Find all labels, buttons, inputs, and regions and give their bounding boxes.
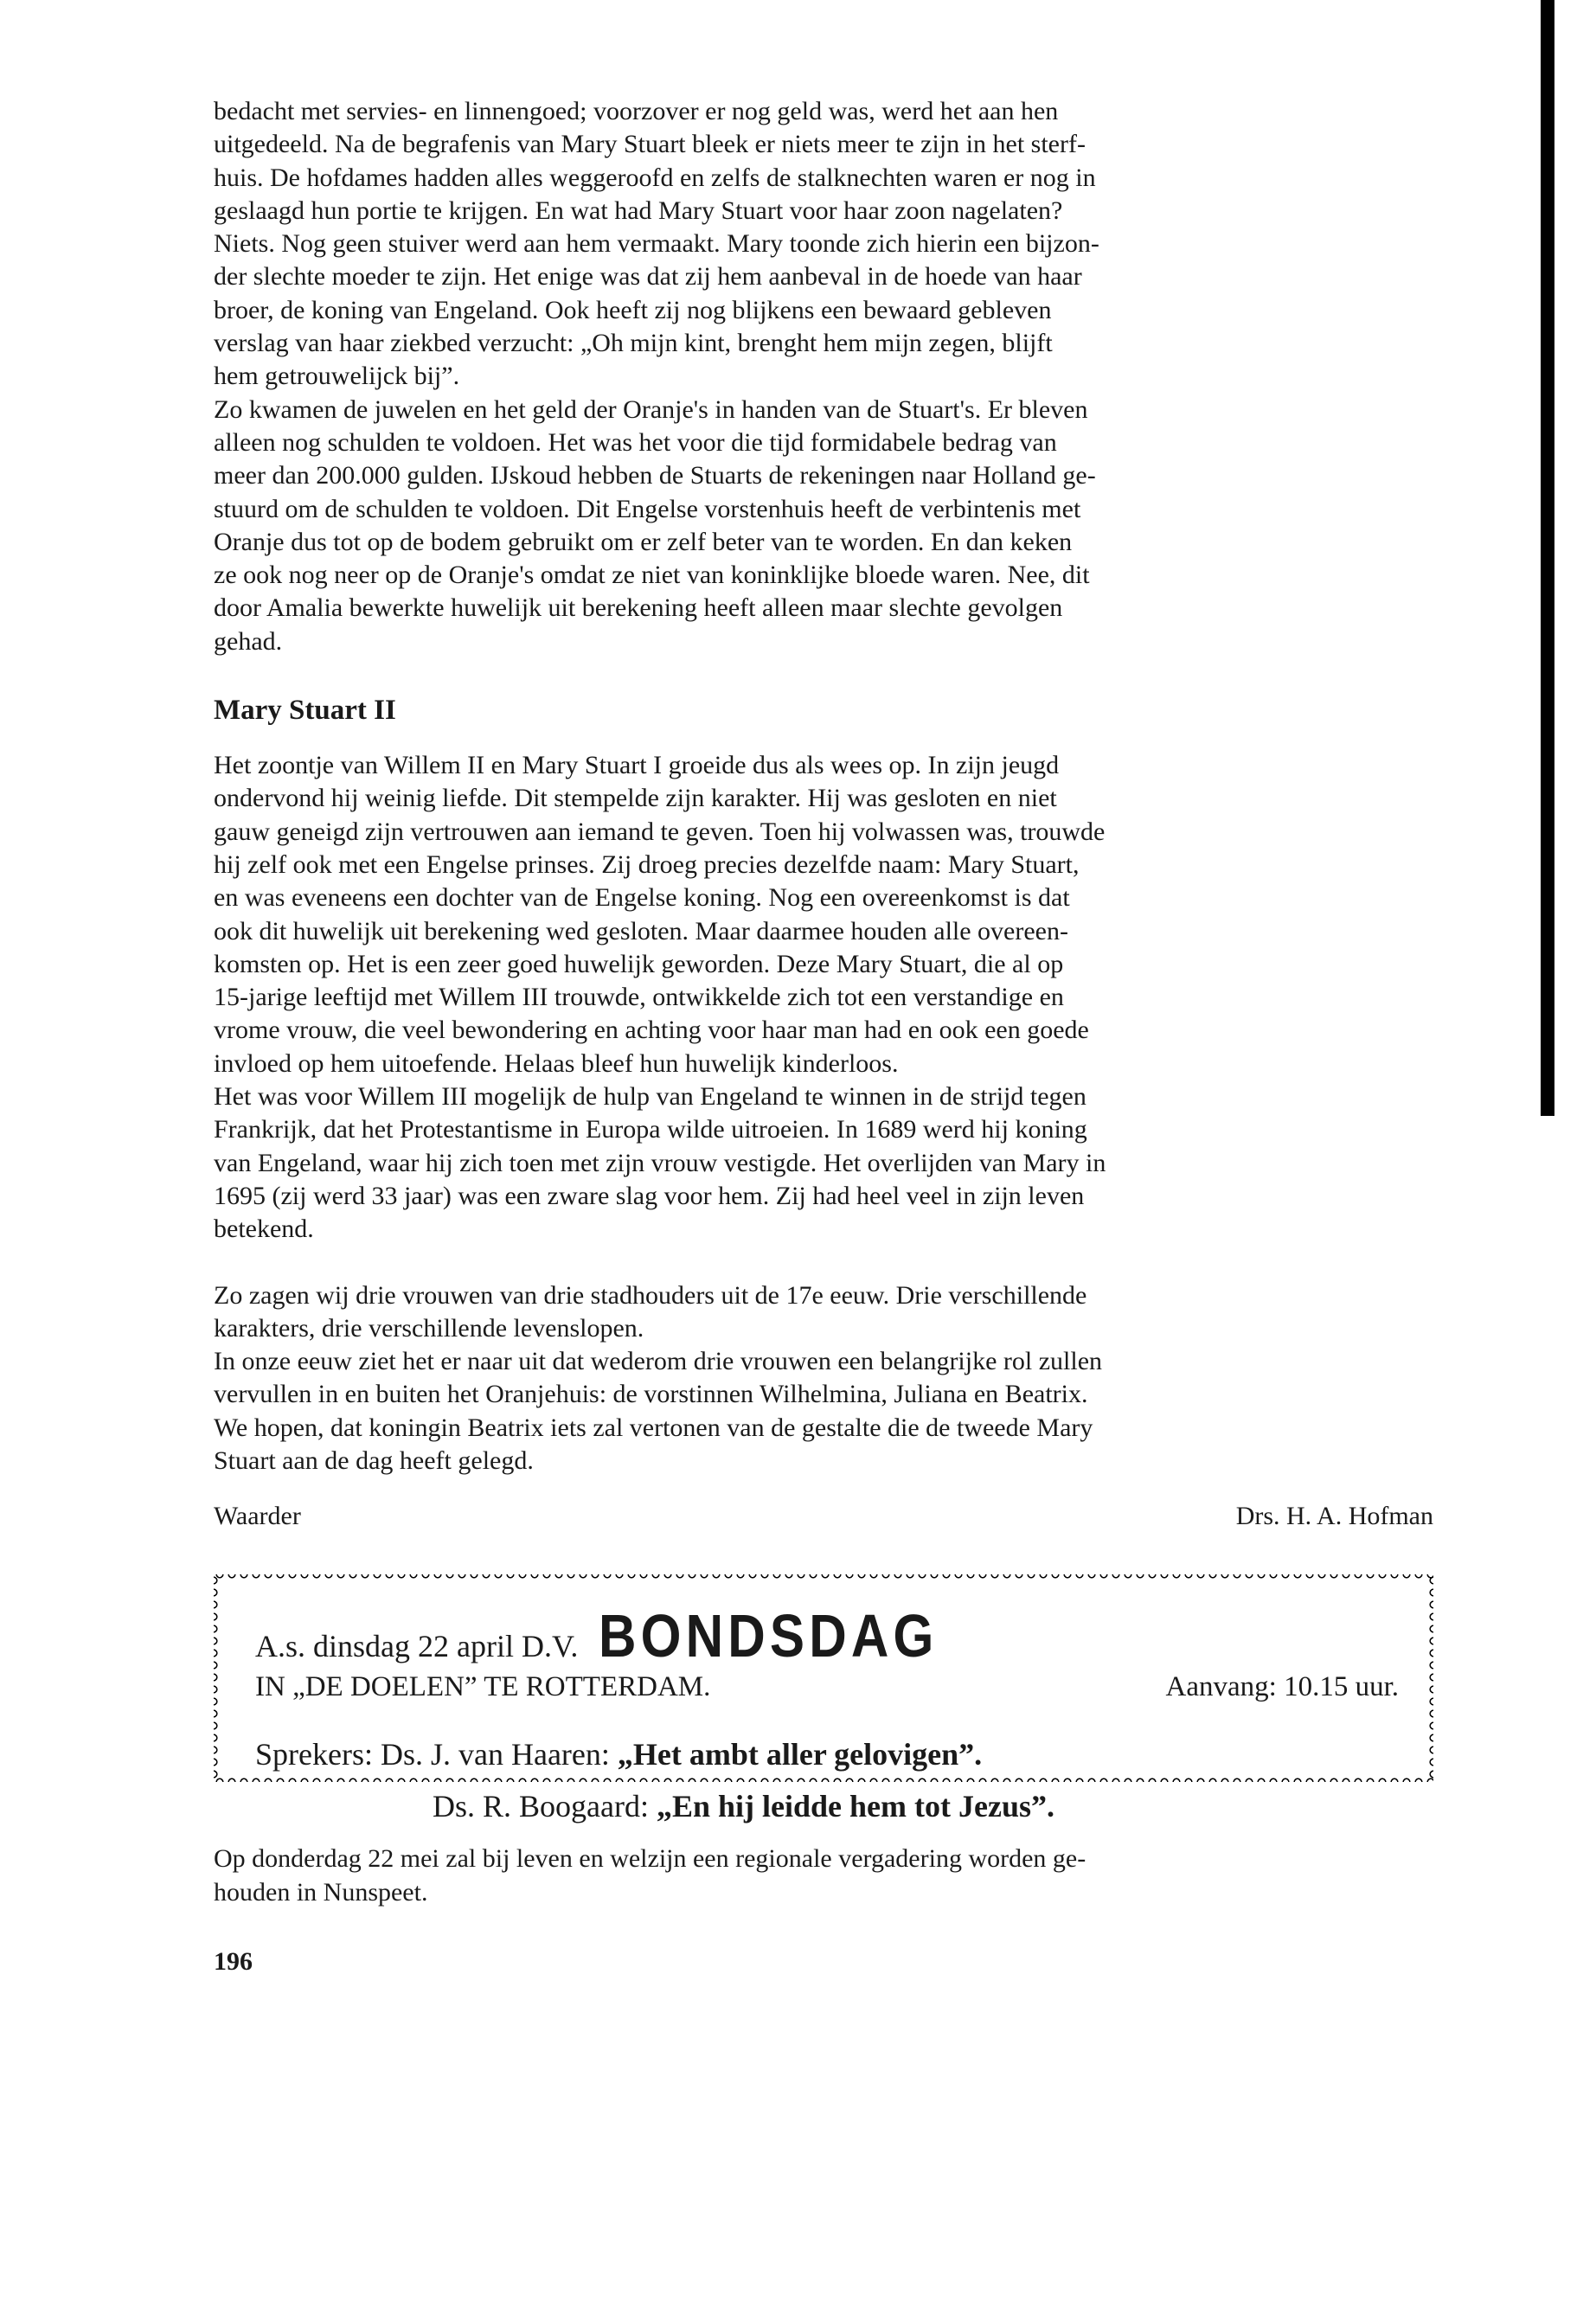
text-line: Oranje dus tot op de bodem gebruikt om er zelf beter van te worden. En dan keken [214, 527, 1073, 556]
text-line: Niets. Nog geen stuiver werd aan hem vermaakt. Mary toonde zich hierin een bijzon- [214, 229, 1099, 259]
text-line: hij zelf ook met een Engelse prinses. Zij droeg precies dezelfde naam: Mary Stuart, [214, 849, 1080, 879]
text-line: betekend. [214, 1215, 314, 1244]
page-content [214, 95, 1433, 1977]
text-line: bedacht met servies- en linnengoed; voorzover er nog geld was, werd het aan hen [214, 97, 1059, 125]
signature-line [214, 1500, 1433, 1533]
text-line: karakters, drie verschillende levenslopen. [214, 1313, 644, 1343]
text-line: houden in Nunspeet. [214, 1877, 428, 1907]
text-line: verslag van haar ziekbed verzucht: „Oh mijn kint, brenght hem mijn zegen, blijft [214, 329, 1053, 358]
text-line: door Amalia bewerkte huwelijk uit berekening heeft alleen maar slechte gevolgen [214, 593, 1063, 623]
page-edge-bar [1541, 0, 1554, 1116]
notice-title: BONDSDAG [599, 1602, 939, 1670]
text-line: invloed op hem uitoefende. Helaas bleef hun huwelijk kinderloos. [214, 1048, 899, 1078]
text-line: In onze eeuw ziet het er naar uit dat wederom drie vrouwen een belangrijke rol zullen [214, 1347, 1103, 1376]
text-line: stuurd om de schulden te voldoen. Dit Engelse vorstenhuis heeft de verbintenis met [214, 494, 1081, 523]
text-line: Het zoontje van Willem II en Mary Stuart I groeide dus als wees op. In zijn jeugd [214, 751, 1060, 780]
text-line: vrome vrouw, die veel bewondering en achting voor haar man had en ook een goede [214, 1016, 1089, 1045]
notice-header-row [255, 1602, 1399, 1670]
closing-paragraph [214, 1279, 1433, 1346]
meeting-notice-paragraph [214, 1843, 1433, 1909]
text-line: huis. De hofdames hadden alles weggeroofd en zelfs de stalknechten waren er nog in [214, 163, 1096, 192]
paragraph-gap [214, 1247, 1433, 1279]
notice-venue-row [255, 1671, 1399, 1703]
text-line: 15-jarige leeftijd met Willem III trouwde, ontwikkelde zich tot een verstandige en [214, 983, 1064, 1012]
section-paragraph-2 [214, 1080, 1433, 1246]
text-line: Stuart aan de dag heeft gelegd. [214, 1445, 534, 1475]
text-line: komsten op. Het is een zeer goed huwelijk geworden. Deze Mary Stuart, die al op [214, 949, 1064, 978]
text-line: ze ook nog neer op de Oranje's omdat ze niet van koninklijke bloede waren. Nee, dit [214, 561, 1090, 590]
notice-speaker-2 [255, 1788, 1399, 1824]
text-line: van Engeland, waar hij zich toen met zijn vrouw vestigde. Het overlijden van Mary in [214, 1148, 1106, 1177]
text-line: Op donderdag 22 mei zal bij leven en welzijn een regionale vergadering worden ge- [214, 1844, 1086, 1874]
text-line: en was eveneens een dochter van de Engelse koning. Nog een overeenkomst is dat [214, 883, 1070, 913]
text-line: Het was voor Willem III mogelijk de hulp van Engeland te winnen in de strijd tegen [214, 1082, 1086, 1112]
closing-paragraph-2 [214, 1345, 1433, 1477]
text-line: uitgedeeld. Na de begrafenis van Mary Stuart bleek er niets meer te zijn in het sterf- [214, 130, 1086, 159]
text-line: 1695 (zij werd 33 jaar) was een zware slag voor hem. Zij had heel veel in zijn leven [214, 1181, 1085, 1210]
text-line: hem getrouwelijck bij”. [214, 362, 460, 391]
text-line: ook dit huwelijk uit berekening wed gesloten. Maar daarmee houden alle overeen- [214, 916, 1068, 945]
talk-title-2: „En hij leidde hem tot Jezus”. [656, 1789, 1054, 1824]
text-line: der slechte moeder te zijn. Het enige was dat zij hem aanbeval in de hoede van haar [214, 262, 1082, 292]
intro-paragraph [214, 95, 1433, 394]
section-paragraph [214, 749, 1433, 1080]
text-line: Frankrijk, dat het Protestantisme in Europa wilde uitroeien. In 1689 werd hij koning [214, 1115, 1087, 1144]
bondsdag-notice-box [214, 1574, 1433, 1824]
section-heading: Mary Stuart II [214, 695, 396, 727]
notice-date: A.s. dinsdag 22 april D.V. [255, 1629, 579, 1664]
notice-start-time: Aanvang: 10.15 uur. [1165, 1671, 1399, 1703]
text-line: geslaagd hun portie te krijgen. En wat had Mary Stuart voor haar zoon nagelaten? [214, 195, 1063, 225]
notice-speaker-1 [255, 1736, 1399, 1772]
notice-venue: IN „DE DOELEN” TE ROTTERDAM. [255, 1671, 711, 1703]
author-name: Drs. H. A. Hofman [1235, 1502, 1433, 1531]
text-line: Zo zagen wij drie vrouwen van drie stadhouders uit de 17e eeuw. Drie verschillende [214, 1280, 1087, 1310]
text-line: vervullen in en buiten het Oranjehuis: de vorstinnen Wilhelmina, Juliana en Beatrix. [214, 1380, 1088, 1409]
text-line: alleen nog schulden te voldoen. Het was het voor die tijd formidabele bedrag van [214, 427, 1057, 457]
talk-title-1: „Het ambt aller gelovigen”. [617, 1737, 983, 1772]
text-line: Zo kwamen de juwelen en het geld der Oranje's in handen van de Stuart's. Er bleven [214, 394, 1088, 424]
text-line: gauw geneigd zijn vertrouwen aan iemand te geven. Toen hij volwassen was, trouwde [214, 817, 1106, 846]
text-line: broer, de koning van Engeland. Ook heeft zij nog blijkens een bewaard gebleven [214, 295, 1052, 324]
place-name: Waarder [214, 1502, 301, 1531]
text-line: ondervond hij weinig liefde. Dit stempelde zijn karakter. Hij was gesloten en niet [214, 784, 1057, 813]
text-line: We hopen, dat koningin Beatrix iets zal vertonen van de gestalte die de tweede Mary [214, 1413, 1093, 1442]
text-line: gehad. [214, 626, 283, 656]
speaker-2-name: Ds. R. Boogaard: [433, 1789, 649, 1824]
text-line: meer dan 200.000 gulden. IJskoud hebben de Stuarts de rekeningen naar Holland ge- [214, 461, 1096, 490]
intro-paragraph-2 [214, 394, 1433, 658]
speakers-label: Sprekers: Ds. J. van Haaren: [255, 1737, 610, 1772]
page-number: 196 [214, 1946, 253, 1976]
